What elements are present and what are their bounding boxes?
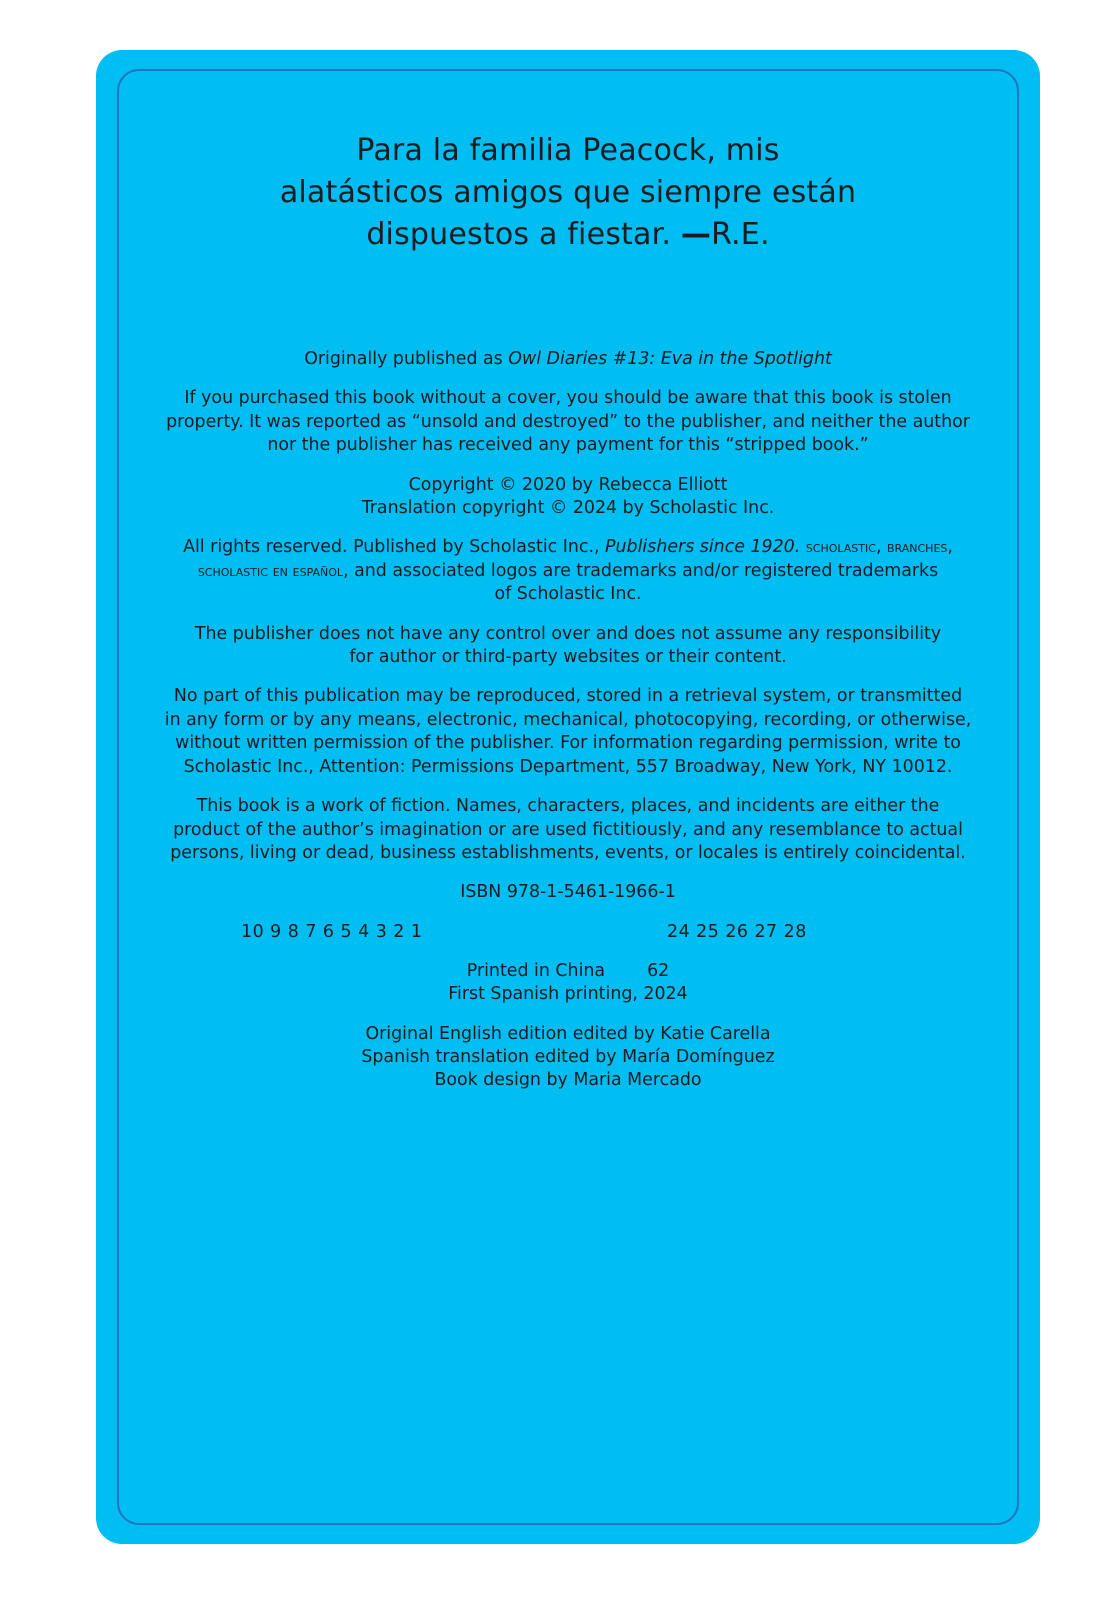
reproduction-notice bbox=[136, 685, 1000, 779]
rights-part-2: , and associated logos are trademarks and/or registered trademarks bbox=[343, 560, 939, 581]
trademark-scholastic: scholastic bbox=[805, 538, 876, 557]
stripped-notice-line-3: nor the publisher has received any payment for this “stripped book.” bbox=[267, 435, 869, 456]
fiction-notice bbox=[136, 795, 1000, 865]
original-publication bbox=[136, 348, 1000, 371]
printing-years: 24 25 26 27 28 bbox=[667, 921, 807, 942]
dedication-line-3-text: dispuestos a fiestar. bbox=[366, 217, 672, 252]
rights-line-2 bbox=[136, 560, 1000, 583]
stripped-book-notice bbox=[136, 387, 1000, 457]
websites-notice bbox=[136, 623, 1000, 670]
dedication bbox=[96, 130, 1040, 256]
fiction-line-2: product of the author’s imagination or are used fictitiously, and any resemblance to actual bbox=[173, 819, 963, 840]
printed-in-line bbox=[136, 960, 1000, 983]
dedication-line-1: Para la familia Peacock, mis bbox=[356, 133, 780, 168]
credit-editor: Original English edition edited by Katie Carella bbox=[365, 1023, 771, 1044]
publishers-since: Publishers since 1920. bbox=[605, 537, 801, 558]
trademark-branches: branches bbox=[887, 538, 948, 557]
fiction-line-3: persons, living or dead, business establishments, events, or locales is entirely coincidental. bbox=[170, 842, 966, 863]
legal-text-block bbox=[136, 348, 1000, 1109]
copyright-line-2: Translation copyright © 2024 by Scholastic Inc. bbox=[361, 498, 775, 519]
credits bbox=[136, 1023, 1000, 1093]
trademark-separator: , bbox=[875, 537, 882, 558]
rights-line-1 bbox=[136, 536, 1000, 559]
impression-numbers: 10 9 8 7 6 5 4 3 2 1 bbox=[241, 921, 423, 942]
printing-info bbox=[136, 960, 1000, 1007]
trademark-separator-2: , bbox=[947, 537, 953, 558]
isbn: ISBN 978-1-5461-1966-1 bbox=[460, 882, 676, 903]
stripped-notice-line-2: property. It was reported as “unsold and destroyed” to the publisher, and neither the author bbox=[166, 411, 970, 432]
stripped-notice-line-1: If you purchased this book without a cover, you should be aware that this book is stolen bbox=[184, 388, 952, 409]
copyright-line-1: Copyright © 2020 by Rebecca Elliott bbox=[408, 474, 728, 495]
dedication-line-3 bbox=[96, 214, 1040, 256]
fiction-line-1: This book is a work of fiction. Names, characters, places, and incidents are either the bbox=[196, 796, 940, 817]
dedication-line-2: alatásticos amigos que siempre están bbox=[279, 175, 857, 210]
first-printing: First Spanish printing, 2024 bbox=[448, 984, 688, 1005]
dedication-signature: R.E. bbox=[711, 217, 770, 252]
printed-in-china: Printed in China bbox=[466, 960, 606, 981]
credit-designer: Book design by Maria Mercado bbox=[434, 1070, 702, 1091]
websites-line-1: The publisher does not have any control over and does not assume any responsibility bbox=[194, 623, 942, 644]
trademark-scholastic-en-espanol: scholastic en español bbox=[197, 561, 344, 580]
reproduction-line-3: without written permission of the publisher. For information regarding permission, write to bbox=[175, 733, 961, 754]
websites-line-2: for author or third-party websites or their content. bbox=[349, 647, 787, 668]
rights-part-1: All rights reserved. Published by Scholastic Inc., bbox=[183, 537, 600, 558]
original-publication-prefix: Originally published as bbox=[304, 349, 503, 369]
rights-notice bbox=[136, 536, 1000, 606]
reproduction-line-4: Scholastic Inc., Attention: Permissions Department, 557 Broadway, New York, NY 10012. bbox=[183, 756, 953, 777]
credit-translation-editor: Spanish translation edited by María Domínguez bbox=[361, 1046, 775, 1067]
reproduction-line-1: No part of this publication may be reproduced, stored in a retrieval system, or transmitted bbox=[173, 686, 963, 707]
original-publication-title: Owl Diaries #13: Eva in the Spotlight bbox=[508, 349, 832, 369]
rights-line-3: of Scholastic Inc. bbox=[494, 584, 642, 605]
printing-line bbox=[136, 921, 1000, 944]
reproduction-line-2: in any form or by any means, electronic, mechanical, photocopying, recording, or otherwise, bbox=[164, 709, 972, 730]
printing-code: 62 bbox=[647, 960, 670, 981]
copyright-notice bbox=[136, 474, 1000, 521]
copyright-page bbox=[96, 50, 1040, 1544]
dedication-dash: — bbox=[680, 217, 712, 252]
